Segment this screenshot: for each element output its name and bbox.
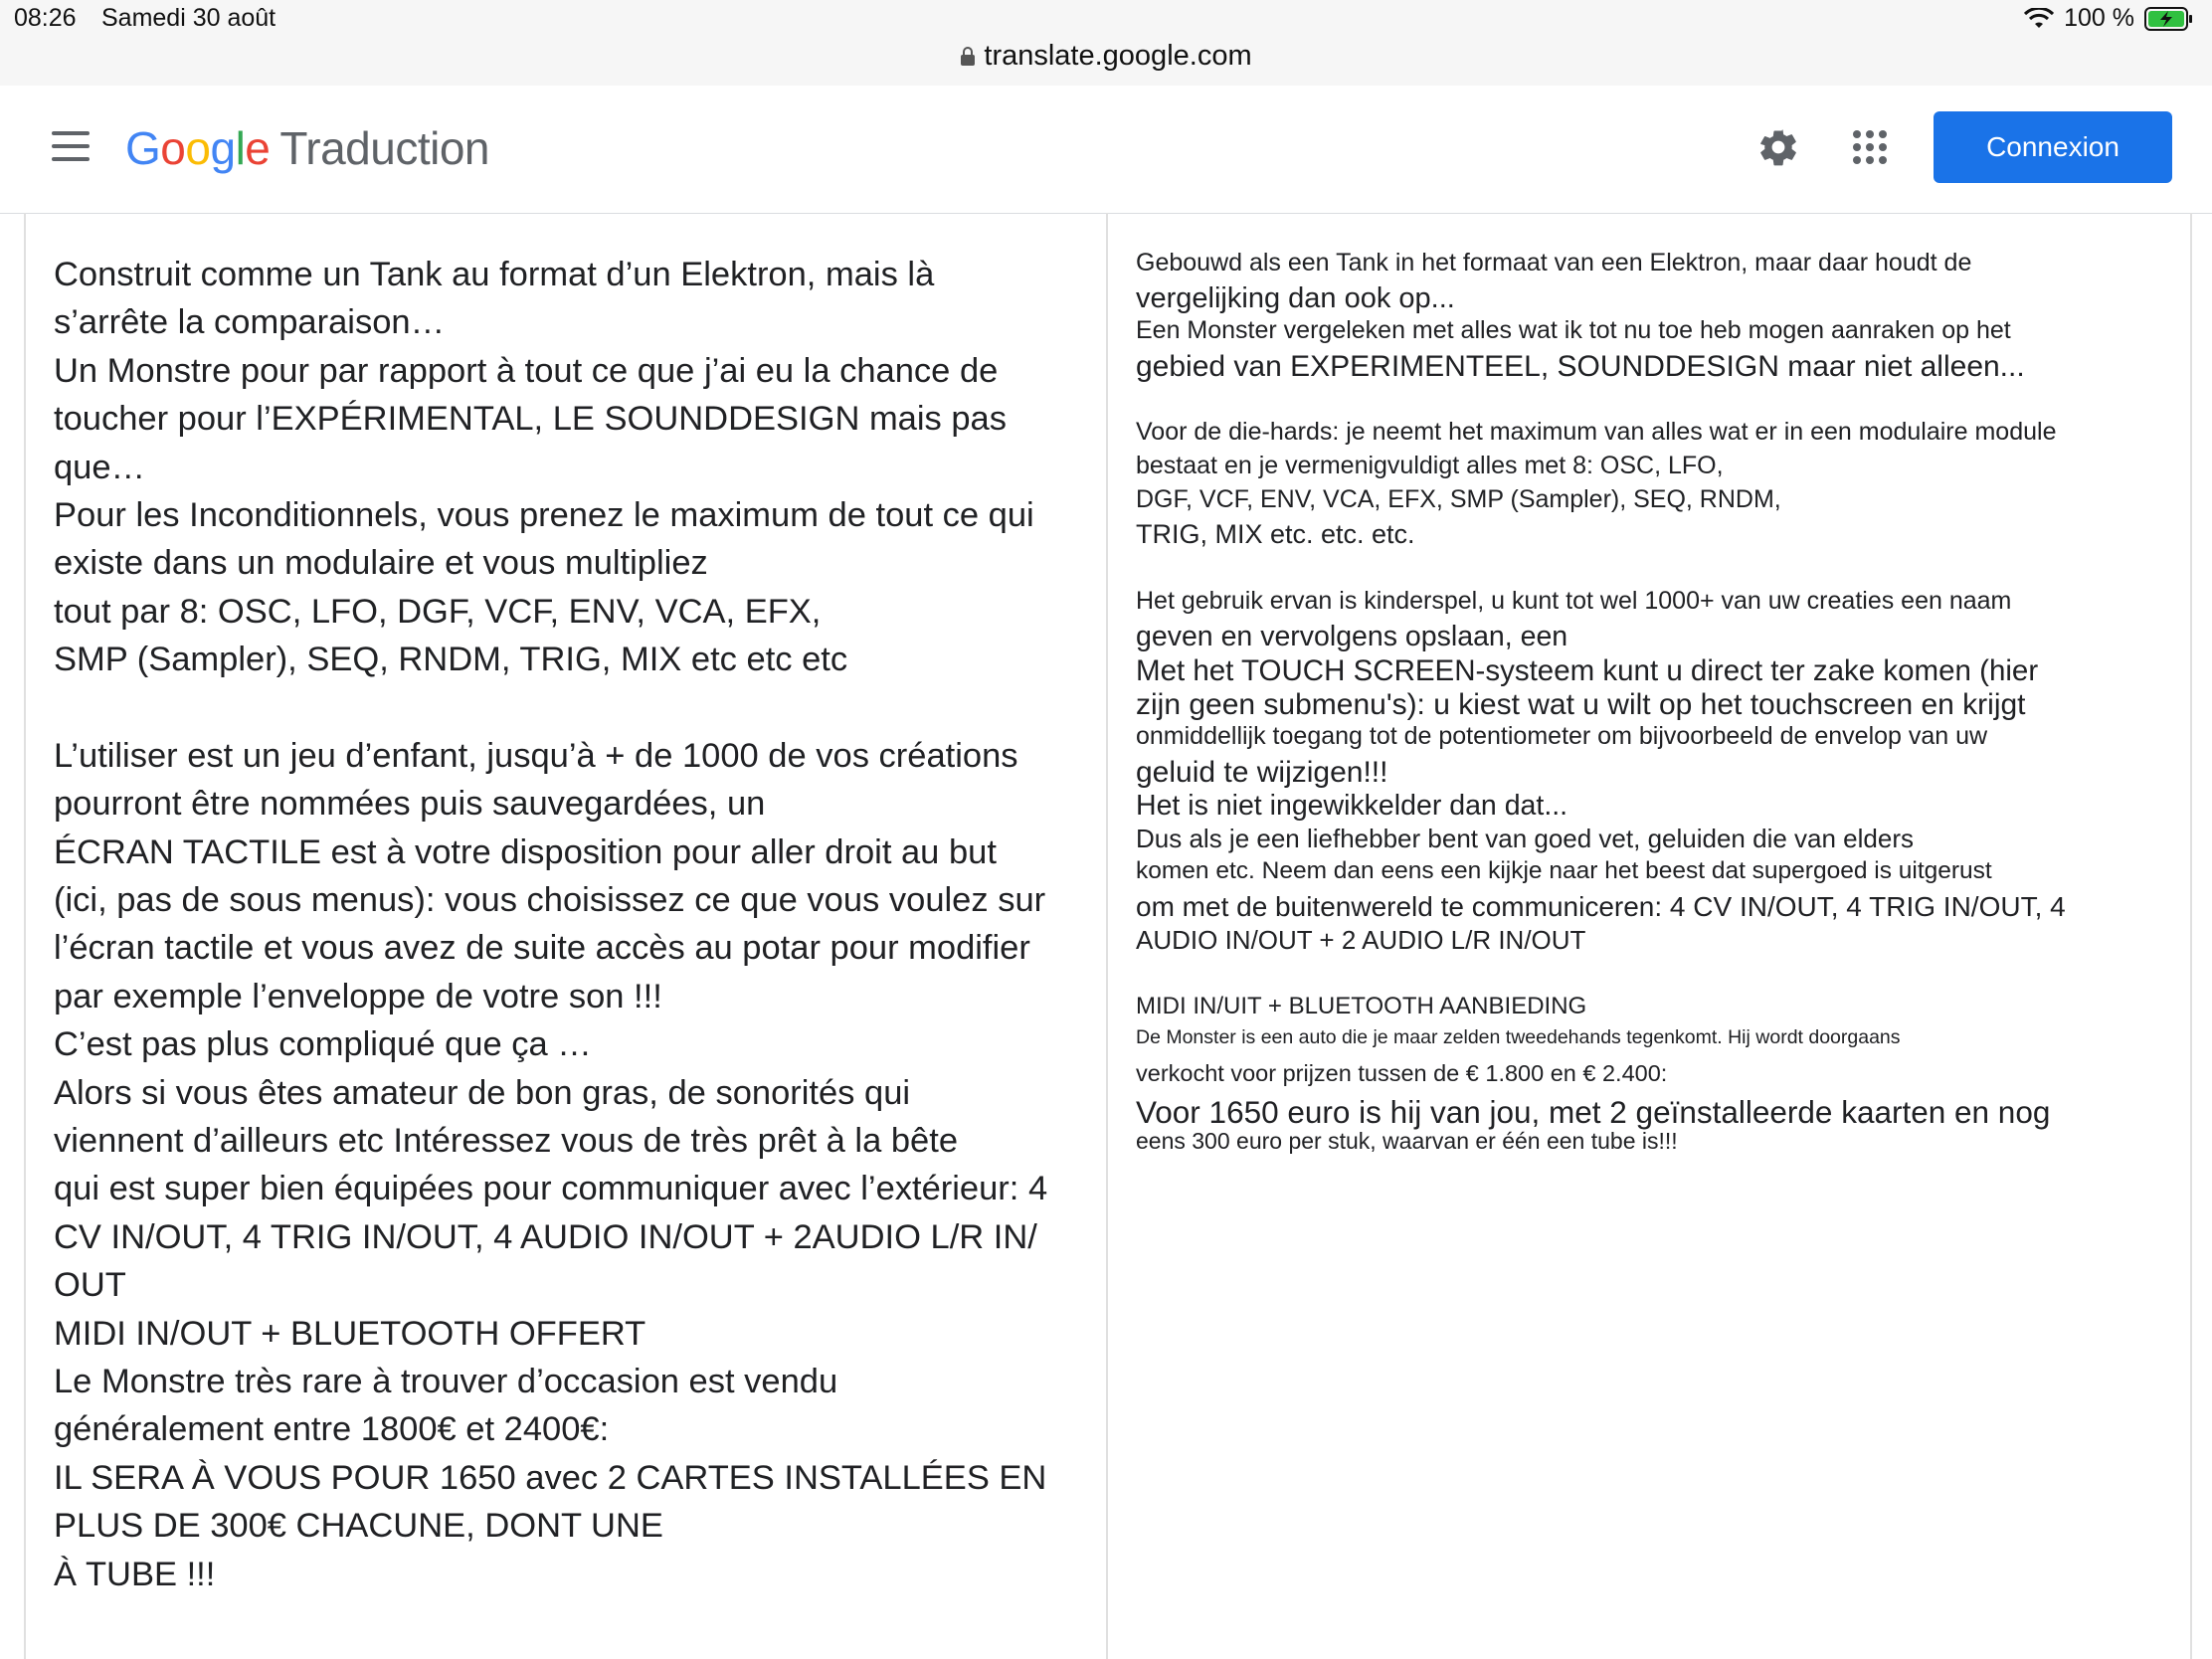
battery-charging-icon	[2144, 6, 2194, 32]
translation-text-line: komen etc. Neem dan eens een kijkje naar het beest dat supergoed is uitgerust	[1136, 857, 1992, 884]
translation-text-line: zijn geen submenu's): u kiest wat u wilt op het touchscreen en krijgt	[1136, 688, 2026, 721]
source-text-line: MIDI IN/OUT + BLUETOOTH OFFERT	[54, 1314, 646, 1353]
source-text-line: l’écran tactile et vous avez de suite accès au potar pour modifier	[54, 929, 1030, 968]
status-right	[2024, 4, 2194, 33]
translation-text-line: verkocht voor prijzen tussen de € 1.800 en € 2.400:	[1136, 1060, 1668, 1086]
source-text-line: toucher pour l’EXPÉRIMENTAL, LE SOUNDDESIGN mais pas	[54, 400, 1007, 439]
translation-text-line: Een Monster vergeleken met alles wat ik tot nu toe heb mogen aanraken op het	[1136, 316, 2011, 344]
source-text-line: pourront être nommées puis sauvegardées, un	[54, 785, 766, 824]
wifi-icon	[2024, 8, 2054, 30]
translation-text-line: geven en vervolgens opslaan, een	[1136, 621, 1568, 652]
sign-in-button[interactable]: Connexion	[1934, 111, 2172, 183]
translation-text-line: eens 300 euro per stuk, waarvan er één een tube is!!!	[1136, 1128, 1678, 1154]
translation-text-line: MIDI IN/UIT + BLUETOOTH AANBIEDING	[1136, 993, 1587, 1019]
translation-text-line: TRIG, MIX etc. etc. etc.	[1136, 519, 1415, 549]
translation-text-line: Het gebruik ervan is kinderspel, u kunt tot wel 1000+ van uw creaties een naam	[1136, 587, 2012, 615]
settings-gear-icon[interactable]	[1756, 125, 1800, 169]
source-text-line: par exemple l’enveloppe de votre son !!!	[54, 977, 662, 1015]
source-text-line: Alors si vous êtes amateur de bon gras, de sonorités qui	[54, 1073, 911, 1112]
status-bar	[0, 0, 2212, 87]
source-text-line: C’est pas plus compliqué que ça …	[54, 1025, 592, 1064]
source-text-line: OUT	[54, 1266, 126, 1305]
translation-text-line: Het is niet ingewikkelder dan dat...	[1136, 790, 1568, 822]
source-text-line: tout par 8: OSC, LFO, DGF, VCF, ENV, VCA, EFX,	[54, 592, 822, 631]
source-text-line: Un Monstre pour par rapport à tout ce que j’ai eu la chance de	[54, 351, 999, 390]
source-text-line: ÉCRAN TACTILE est à votre disposition pour aller droit au but	[54, 832, 997, 871]
source-text-line	[54, 684, 1088, 732]
lock-icon	[960, 47, 976, 67]
source-text-line: s’arrête la comparaison…	[54, 303, 446, 342]
translation-text-line: bestaat en je vermenigvuldigt alles met 8: OSC, LFO,	[1136, 452, 1724, 479]
app-header	[0, 86, 2212, 214]
source-text-line: que…	[54, 448, 146, 486]
translation-text-line: De Monster is een auto die je maar zelden tweedehands tegenkomt. Hij wordt doorgaans	[1136, 1026, 1901, 1048]
source-text-line: L’utiliser est un jeu d’enfant, jusqu’à + de 1000 de vos créations	[54, 736, 1018, 775]
translation-text-line: DGF, VCF, ENV, VCA, EFX, SMP (Sampler), SEQ, RNDM,	[1136, 485, 1781, 513]
translation-text-line: geluid te wijzigen!!!	[1136, 756, 1388, 789]
source-text-line: (ici, pas de sous menus): vous choisissez ce que vous voulez sur	[54, 881, 1046, 920]
source-text-line: CV IN/OUT, 4 TRIG IN/OUT, 4 AUDIO IN/OUT + 2AUDIO L/R IN/	[54, 1217, 1037, 1256]
url-text: translate.google.com	[984, 40, 1252, 72]
menu-icon[interactable]	[52, 131, 92, 161]
translation-text-line: AUDIO IN/OUT + 2 AUDIO L/R IN/OUT	[1136, 925, 1586, 955]
status-date: Samedi 30 août	[101, 4, 276, 32]
translation-text-line: gebied van EXPERIMENTEEL, SOUNDDESIGN maar niet alleen...	[1136, 350, 2025, 383]
status-time: 08:26	[14, 4, 77, 32]
apps-grid-icon[interactable]	[1852, 129, 1888, 165]
translation-text-line: Dus als je een liefhebber bent van goed vet, geluiden die van elders	[1136, 824, 1914, 853]
source-text-line: existe dans un modulaire et vous multipliez	[54, 544, 708, 583]
product-name: Traduction	[279, 122, 490, 174]
translation-text-line: Voor de die-hards: je neemt het maximum van alles wat er in een modulaire module	[1136, 418, 2057, 446]
source-text-panel[interactable]	[54, 251, 1088, 1598]
source-text-line: PLUS DE 300€ CHACUNE, DONT UNE	[54, 1507, 663, 1546]
panel-divider	[1106, 213, 1108, 1659]
google-translate-logo[interactable]: Google Traduction	[125, 122, 490, 174]
battery-percent: 100 %	[2064, 4, 2134, 32]
translation-text-line: Met het TOUCH SCREEN-systeem kunt u direct ter zake komen (hier	[1136, 654, 2039, 687]
source-text-line: SMP (Sampler), SEQ, RNDM, TRIG, MIX etc etc etc	[54, 641, 848, 679]
translation-text-line: onmiddellijk toegang tot de potentiometer om bijvoorbeeld de envelop van uw	[1136, 722, 1988, 750]
source-text-line: IL SERA À VOUS POUR 1650 avec 2 CARTES INSTALLÉES EN	[54, 1458, 1047, 1497]
address-bar[interactable]	[0, 40, 2212, 73]
source-text-line: qui est super bien équipées pour communiquer avec l’extérieur: 4	[54, 1170, 1048, 1208]
translation-text-line: Gebouwd als een Tank in het formaat van een Elektron, maar daar houdt de	[1136, 249, 1972, 276]
translation-text-line: Voor 1650 euro is hij van jou, met 2 geïnstalleerde kaarten en nog	[1136, 1094, 2051, 1130]
source-text-line: Construit comme un Tank au format d’un Elektron, mais là	[54, 256, 935, 293]
source-text-line: viennent d’ailleurs etc Intéressez vous de très prêt à la bête	[54, 1122, 959, 1161]
source-text-line: généralement entre 1800€ et 2400€:	[54, 1410, 610, 1449]
source-text-line: Pour les Inconditionnels, vous prenez le maximum de tout ce qui	[54, 495, 1034, 534]
translation-text-line: vergelijking dan ook op...	[1136, 282, 1455, 314]
source-text-line: Le Monstre très rare à trouver d’occasion est vendu	[54, 1362, 838, 1400]
translation-text-line: om met de buitenwereld te communiceren: 4 CV IN/OUT, 4 TRIG IN/OUT, 4	[1136, 891, 2066, 922]
source-text-line: À TUBE !!!	[54, 1555, 216, 1593]
